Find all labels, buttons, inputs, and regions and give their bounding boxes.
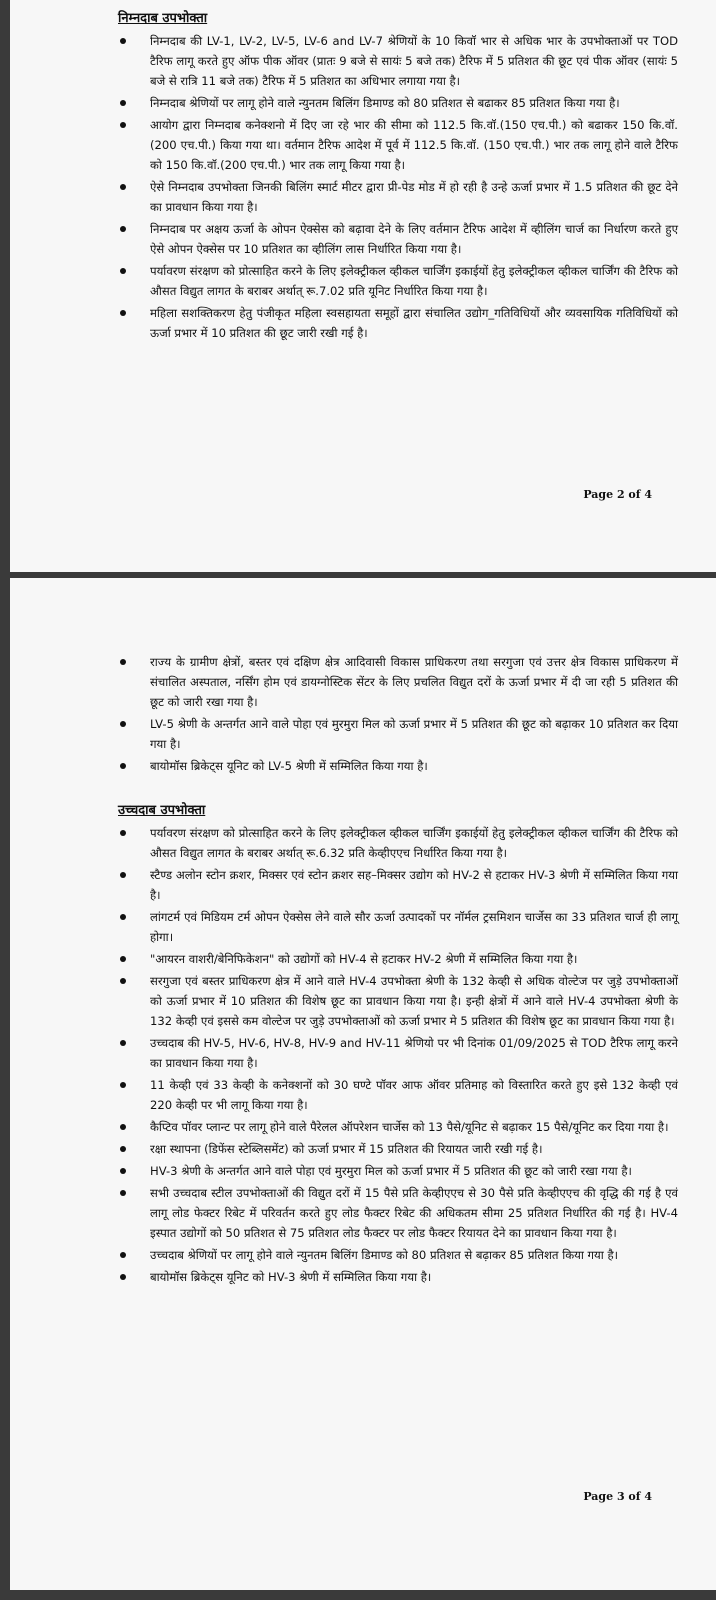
bullet-item: [118, 93, 678, 113]
bullet-icon: [120, 1082, 126, 1088]
bullet-text: निम्नदाब की LV-1, LV-2, LV-5, LV-6 and LV-7 श्रेणियों के 10 किवॉ भार से अधिक भार के उपभोक्ताओं पर TOD टैरिफ लागू करते हुए ऑफ पीक ऑवर (प्रातः 9 बजे से सायंः 5 बजे तक) टैरिफ में 5 प्रतिशत की छूट एवं पीक ऑवर (सायंः 5 बजे से रात्रि 11 बजे तक) टैरिफ में 5 प्रतिशत का अधिभार लगाया गया है।: [150, 34, 678, 88]
bullet-text: रक्षा स्थापना (डिफेंस स्टेब्लिसमेंट) को ऊर्जा प्रभार में 15 प्रतिशत की रियायत जारी रखी गई है।: [150, 1142, 543, 1156]
bullet-text: HV-3 श्रेणी के अन्तर्गत आने वाले पोहा एवं मुरमुरा मिल को ऊर्जा प्रभार में 5 प्रतिशत की छूट को जारी रखा गया है।: [150, 1164, 632, 1178]
bullet-text: पर्यावरण संरक्षण को प्रोत्साहित करने के लिए इलेक्ट्रीकल व्हीकल चार्जिंग इकाईयों हेतु इलेक्ट्रीकल व्हीकल चार्जिंग की टैरिफ को औसत विद्युत लागत के बराबर अर्थात् रू.7.02 प्रति यूनिट निर्धारित किया गया है।: [150, 264, 678, 298]
bullet-text: कैप्टिव पॉवर प्लान्ट पर लागू होने वाले पैरेलल ऑपरेशन चार्जेस को 13 पैसे/यूनिट से बढ़ाकर 15 पैसे/यूनिट कर दिया गया है।: [150, 1120, 669, 1134]
bullet-item: [118, 303, 678, 343]
bullet-icon: [120, 1124, 126, 1130]
bullet-item: [118, 177, 678, 217]
bullet-item: [118, 1183, 678, 1243]
bullet-item: [118, 115, 678, 175]
bullet-icon: [120, 310, 126, 316]
bullet-item: [118, 971, 678, 1031]
bullet-item: [118, 714, 678, 754]
bullet-icon: [120, 1040, 126, 1046]
bullet-text: बायोमॉस ब्रिकेट्स यूनिट को LV-5 श्रेणी में सम्मिलित किया गया है।: [150, 759, 428, 773]
bullet-icon: [120, 914, 126, 920]
bullet-text: बायोमॉस ब्रिकेट्स यूनिट को HV-3 श्रेणी में सम्मिलित किया गया है।: [150, 1270, 432, 1284]
bullet-text: महिला सशक्तिकरण हेतु पंजीकृत महिला स्वसहायता समूहों द्वारा संचालित उद्योग_गतिविधियों और व्यवसायिक गतिविधियों को ऊर्जा प्रभार में 10 प्रतिशत की छूट जारी रखी गई है।: [150, 306, 678, 340]
bullet-text: सरगुजा एवं बस्तर प्राधिकरण क्षेत्र में आने वाले HV-4 उपभोक्ता श्रेणी के 132 केव्ही से अधिक वोल्टेज पर जुड़े उपभोक्ताओं को ऊर्जा प्रभार में 10 प्रतिशत की विशेष छूट का प्रावधान किया गया है। इन्ही क्षेत्रों में आने वाले HV-4 उपभोक्ता श्रेणी के 132 केव्ही एवं इससे कम वोल्टेज पर जुड़े उपभोक्ताओं को ऊर्जा प्रभार मे 5 प्रतिशत की विशेष छूट का प्रावधान किया गया है।: [150, 974, 678, 1028]
bullet-item: [118, 652, 678, 712]
bullet-item: [118, 1267, 678, 1287]
bullet-icon: [120, 38, 126, 44]
bullet-item: [118, 1245, 678, 1265]
bullet-item: [118, 1161, 678, 1181]
section-title-lt-consumers: निम्नदाब उपभोक्ता: [118, 11, 208, 26]
section-title-ht-consumers: उच्चदाब उपभोक्ता: [118, 803, 206, 818]
bullet-icon: [120, 763, 126, 769]
bullet-text: निम्नदाब पर अक्षय ऊर्जा के ओपन ऐक्सेस को बढ़ावा देने के लिए वर्तमान टैरिफ आदेश में व्हीलिंग चार्ज का निर्धारण करते हुए ऐसे ओपन ऐक्सेस पर 10 प्रतिशत का व्हीलिंग लास निर्धारित किया गया है।: [150, 222, 678, 256]
bullet-item: [118, 31, 678, 91]
ht-consumers-bullet-list: [118, 823, 678, 1287]
bullet-icon: [120, 268, 126, 274]
bullet-item: [118, 1033, 678, 1073]
bullet-text: निम्नदाब श्रेणियों पर लागू होने वाले न्युनतम बिलिंग डिमाण्ड को 80 प्रतिशत से बढाकर 85 प्रतिशत किया गया है।: [150, 96, 620, 110]
bullet-icon: [120, 1274, 126, 1280]
bullet-icon: [120, 659, 126, 665]
document-page-2: [10, 0, 716, 572]
bullet-item: [118, 1139, 678, 1159]
bullet-text: पर्यावरण संरक्षण को प्रोत्साहित करने के लिए इलेक्ट्रीकल व्हीकल चार्जिंग इकाईयों हेतु इलेक्ट्रीकल व्हीकल चार्जिंग की टैरिफ को औसत विद्युत लागत के बराबर अर्थात् रू.6.32 प्रति केव्हीएएच निर्धारित किया गया है।: [150, 826, 678, 860]
bullet-item: [118, 1117, 678, 1137]
bullet-icon: [120, 226, 126, 232]
bullet-text: स्टैण्ड अलोन स्टोन क्रशर, मिक्सर एवं स्टोन क्रशर सह–मिक्सर उद्योग को HV-2 से हटाकर HV-3 श्रेणी में सम्मिलित किया गया है।: [150, 868, 678, 902]
bullet-icon: [120, 872, 126, 878]
bullet-item: [118, 949, 678, 969]
page-number: Page 2 of 4: [583, 488, 652, 501]
bullet-icon: [120, 956, 126, 962]
page-3-content: [118, 652, 678, 1289]
page-2-content: [118, 10, 678, 345]
bullet-icon: [120, 100, 126, 106]
bullet-icon: [120, 1168, 126, 1174]
bullet-text: "आयरन वाशरी/बेनिफिकेशन" को उद्योगों को HV-4 से हटाकर HV-2 श्रेणी में सम्मिलित किया गया है।: [150, 952, 578, 966]
bullet-item: [118, 865, 678, 905]
bullet-icon: [120, 184, 126, 190]
bullet-icon: [120, 1252, 126, 1258]
lt-continued-bullet-list: [118, 652, 678, 776]
bullet-text: राज्य के ग्रामीण क्षेत्रों, बस्तर एवं दक्षिण क्षेत्र आदिवासी विकास प्राधिकरण तथा सरगुजा एवं उत्तर क्षेत्र विकास प्राधिकरण में संचालित अस्पताल, नर्सिंग होम एवं डायग्नोस्टिक सेंटर के लिए प्रचलित विद्युत दरों के ऊर्जा प्रभार में दी जा रही 5 प्रतिशत की छूट को जारी रखा गया है।: [150, 655, 678, 709]
document-page-3: [10, 578, 716, 1590]
bullet-text: सभी उच्चदाब स्टील उपभोक्ताओं की विद्युत दरों में 15 पैसे प्रति केव्हीएएच से 30 पैसे प्रति केव्हीएएच की वृद्धि की गई है एवं लागू लोड फेक्टर रिबेट में परिवर्तन करते हुए लोड फैक्टर रिबेट की अधिकतम सीमा 25 प्रतिशत निर्धारित की गई है। HV-4 इस्पात उद्योगों को 50 प्रतिशत से 75 प्रतिशत लोड फैक्टर पर लोड फैक्टर रियायत देने का प्रावधान किया गया है।: [150, 1186, 679, 1240]
bullet-icon: [120, 830, 126, 836]
page-number: Page 3 of 4: [583, 1490, 652, 1503]
bullet-item: [118, 219, 678, 259]
bullet-icon: [120, 721, 126, 727]
bullet-text: उच्चदाब श्रेणियों पर लागू होने वाले न्युनतम बिलिंग डिमाण्ड को 80 प्रतिशत से बढ़ाकर 85 प्रतिशत किया गया है।: [150, 1248, 619, 1262]
bullet-text: 11 केव्ही एवं 33 केव्ही के कनेक्शनों को 30 घण्टे पॉवर आफ ऑवर प्रतिमाह को विस्तारित करते हुए इसे 132 केव्ही एवं 220 केव्ही पर भी लागू किया गया है।: [150, 1078, 678, 1112]
bullet-item: [118, 756, 678, 776]
bullet-text: आयोग द्वारा निम्नदाब कनेक्शनो में दिए जा रहे भार की सीमा को 112.5 कि.वॉ.(150 एच.पी.) को बढाकर 150 कि.वॉ.(200 एच.पी.) किया गया था। वर्तमान टैरिफ आदेश में पूर्व में 112.5 कि.वॉ. (150 एच.पी.) भार तक लागू होने वाले टैरिफ को 150 कि.वॉ.(200 एच.पी.) भार तक लागू किया गया है।: [150, 118, 678, 172]
bullet-text: लांगटर्म एवं मिडियम टर्म ओपन ऐक्सेस लेने वाले सौर ऊर्जा उत्पादकों पर नॉर्मल ट्रसमिशन चार्जेस का 33 प्रतिशत चार्ज ही लागू होगा।: [150, 910, 678, 944]
bullet-item: [118, 1075, 678, 1115]
bullet-item: [118, 261, 678, 301]
bullet-text: उच्चदाब की HV-5, HV-6, HV-8, HV-9 and HV-11 श्रेणियो पर भी दिनांक 01/09/2025 से TOD टैरिफ लागू करने का प्रावधान किया गया है।: [150, 1036, 678, 1070]
bullet-item: [118, 823, 678, 863]
bullet-icon: [120, 1146, 126, 1152]
bullet-icon: [120, 978, 126, 984]
bullet-text: LV-5 श्रेणी के अन्तर्गत आने वाले पोहा एवं मुरमुरा मिल को ऊर्जा प्रभार में 5 प्रतिशत की छूट को बढ़ाकर 10 प्रतिशत कर दिया गया है।: [150, 717, 678, 751]
bullet-item: [118, 907, 678, 947]
bullet-icon: [120, 122, 126, 128]
bullet-text: ऐसे निम्नदाब उपभोक्ता जिनकी बिलिंग स्मार्ट मीटर द्वारा प्री-पेड मोड में हो रही है उन्हे ऊर्जा प्रभार में 1.5 प्रतिशत की छूट देने का प्रावधान किया गया है।: [150, 180, 678, 214]
lt-consumers-bullet-list: [118, 31, 678, 343]
bullet-icon: [120, 1190, 126, 1196]
